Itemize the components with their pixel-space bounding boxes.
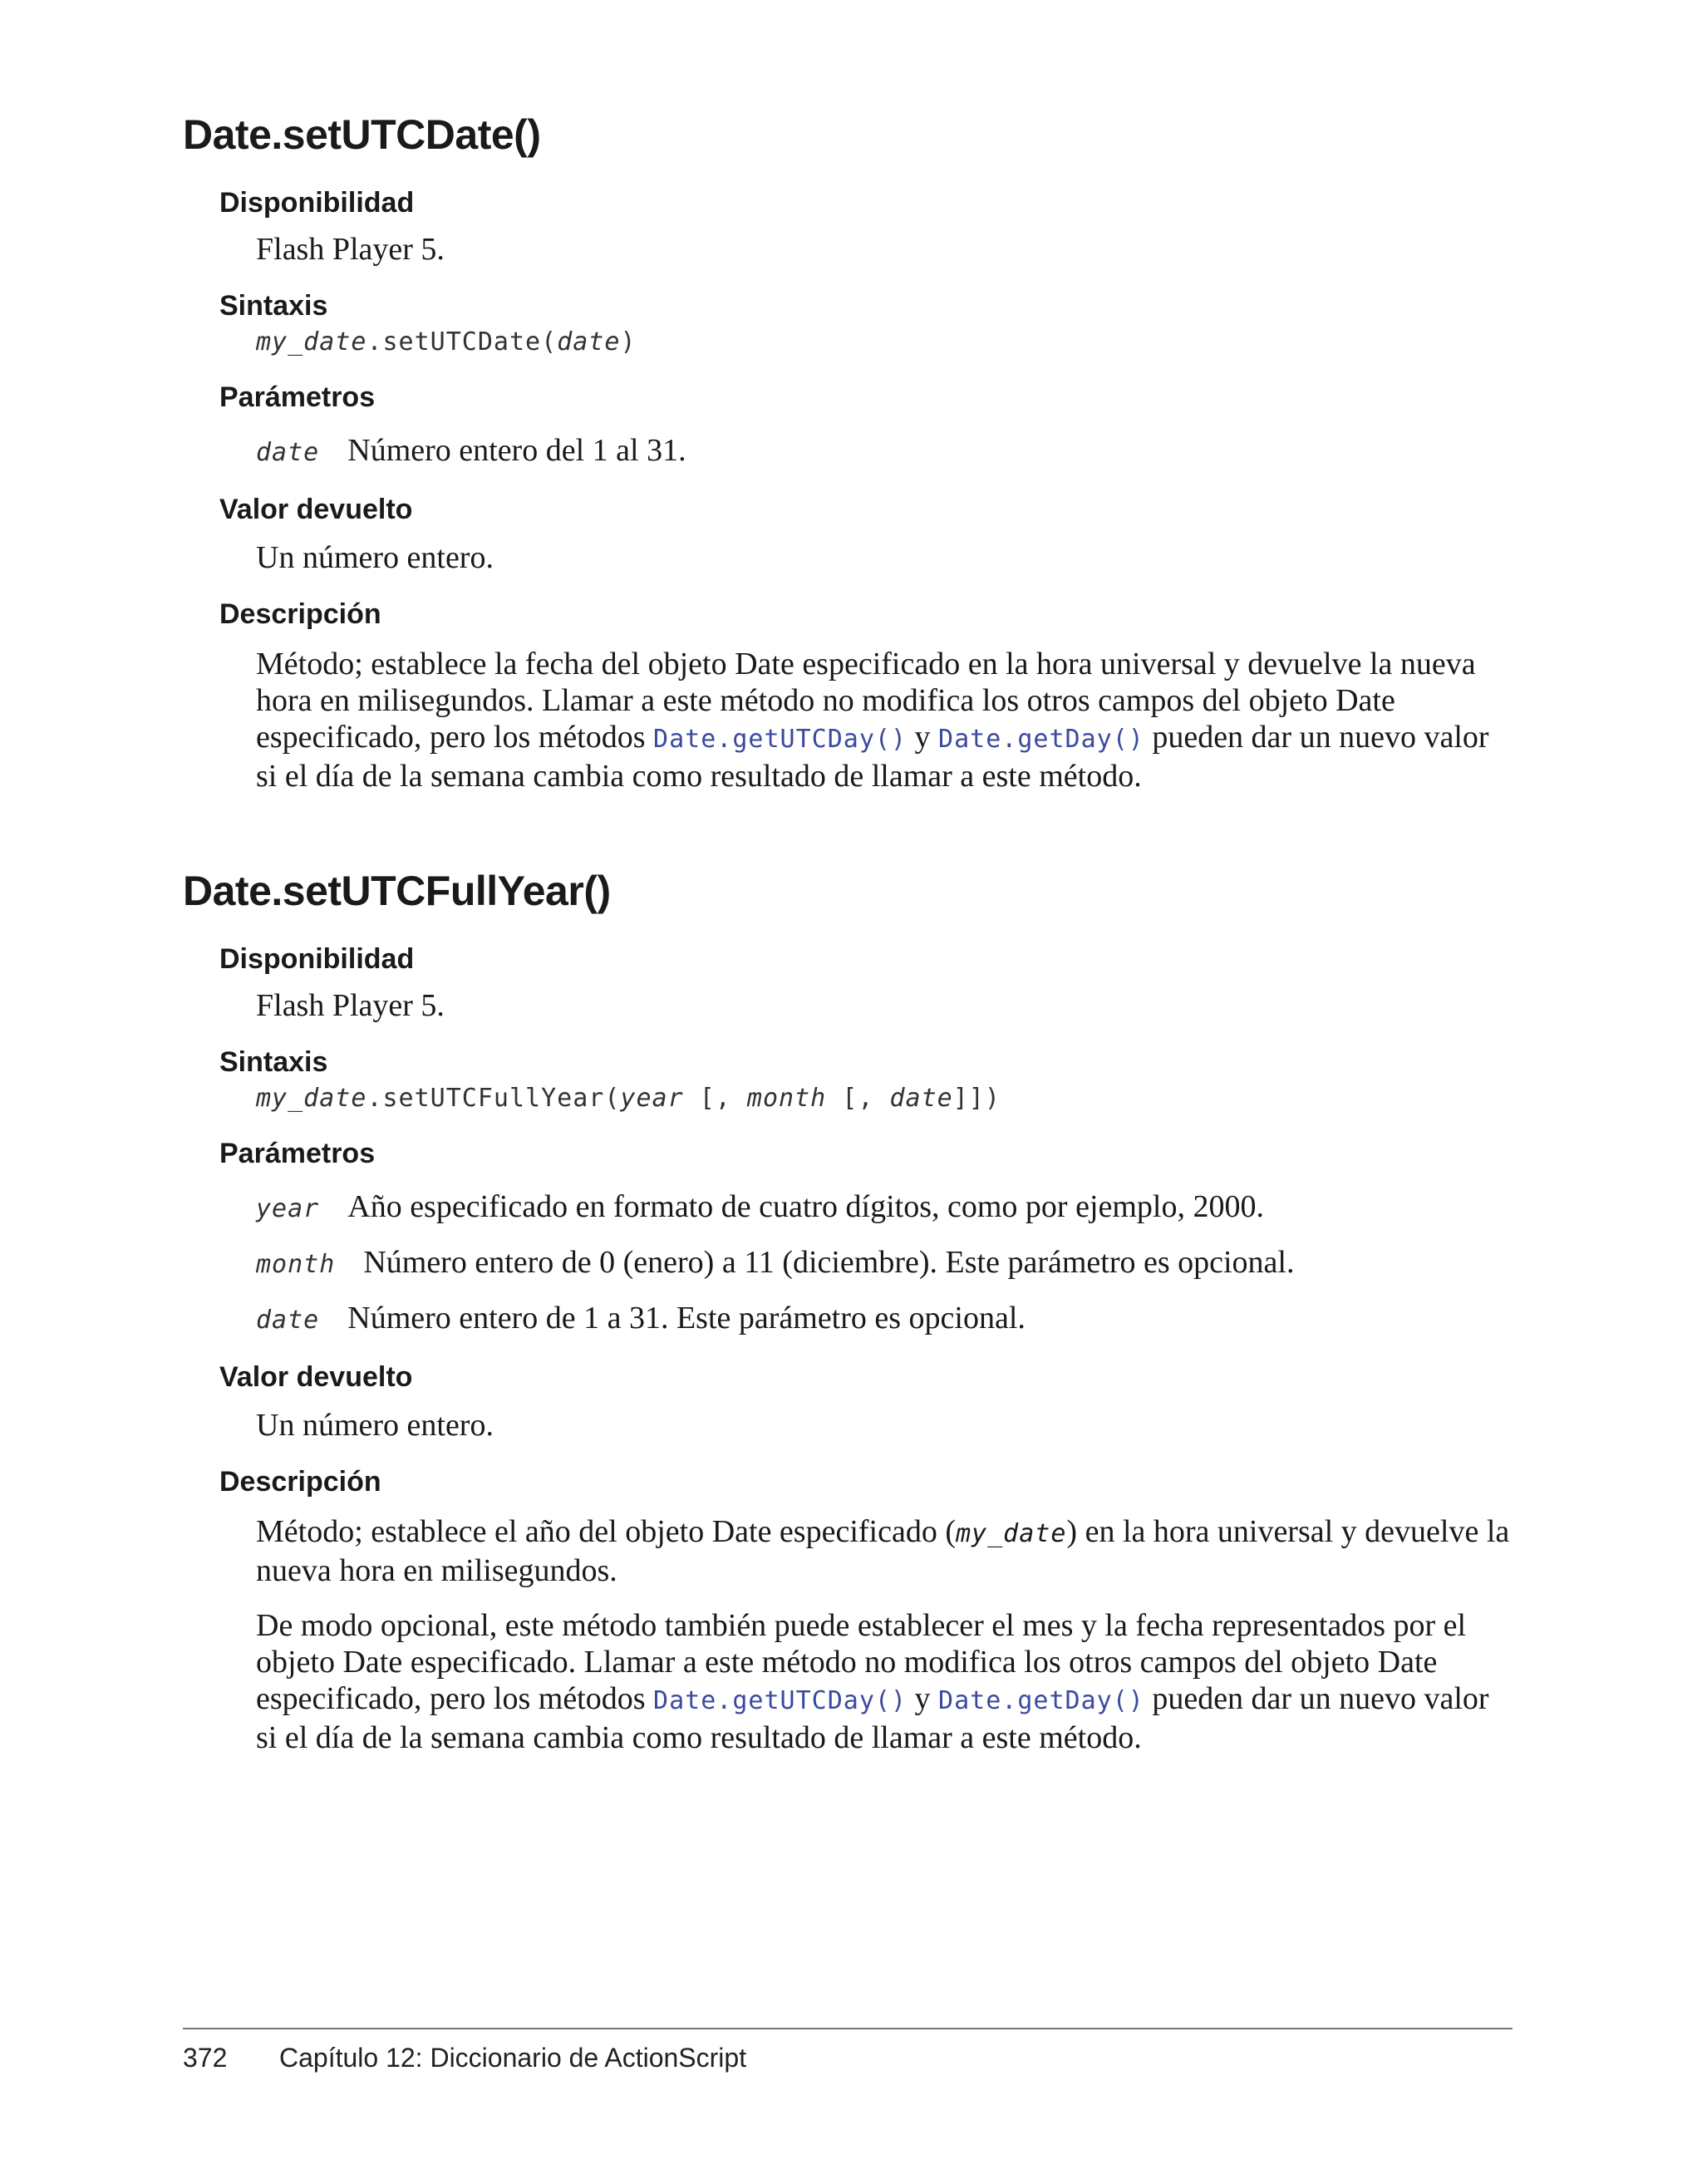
link-getday[interactable]: Date.getDay() (938, 725, 1144, 754)
footer-divider (183, 2028, 1513, 2029)
param-row (183, 432, 1513, 471)
availability-text: Flash Player 5. (256, 988, 445, 1023)
description-paragraph (183, 1513, 1513, 1589)
param-desc: Número entero de 1 a 31. Este parámetro es opcional. (347, 1301, 1026, 1335)
section-setutcdate (183, 100, 1513, 794)
syntax-code: my_date.setUTCFullYear(year [, month [, date]]) (256, 1084, 1001, 1113)
param-name: date (256, 1306, 320, 1335)
availability-heading: Disponibilidad (219, 943, 415, 975)
description-line: Método; establece la fecha del objeto Date especificado en la hora universal y devuelve la nueva (256, 647, 1476, 681)
link-getutcday[interactable]: Date.getUTCDay() (653, 725, 908, 754)
return-text: Un número entero. (256, 1408, 494, 1443)
parameters-heading: Parámetros (219, 1138, 376, 1169)
description-line: nueva hora en milisegundos. (256, 1553, 617, 1588)
description-line: objeto Date especificado. Llamar a este método no modifica los otros campos del objeto Date (256, 1645, 1438, 1680)
description-line: si el día de la semana cambia como resultado de llamar a este método. (256, 759, 1142, 794)
syntax-close: ) (620, 327, 637, 357)
param-desc: Año especificado en formato de cuatro dígitos, como por ejemplo, 2000. (347, 1189, 1264, 1224)
syntax-heading: Sintaxis (219, 290, 328, 322)
description-line: hora en milisegundos. Llamar a este método no modifica los otros campos del objeto Date (256, 683, 1395, 718)
syntax-method: .setUTCDate( (366, 327, 558, 357)
description-line: especificado, pero los métodos Date.getUTCDay() y Date.getDay() pueden dar un nuevo valor (256, 720, 1489, 755)
inline-code: my_date (955, 1519, 1067, 1548)
param-row (183, 1300, 1513, 1339)
syntax-object: my_date (256, 327, 367, 357)
page-footer (183, 2043, 746, 2073)
param-name: year (256, 1194, 320, 1223)
param-desc: Número entero de 0 (enero) a 11 (diciembre). Este parámetro es opcional. (363, 1245, 1295, 1280)
return-text: Un número entero. (256, 540, 494, 575)
description-line: si el día de la semana cambia como resultado de llamar a este método. (256, 1720, 1142, 1755)
description-paragraph (183, 646, 1513, 794)
availability-text: Flash Player 5. (256, 232, 445, 267)
link-getutcday[interactable]: Date.getUTCDay() (653, 1686, 908, 1715)
page-number: 372 (183, 2043, 228, 2073)
return-heading: Valor devuelto (219, 1361, 413, 1393)
param-name: month (256, 1250, 336, 1279)
link-getday[interactable]: Date.getDay() (938, 1686, 1144, 1715)
chapter-title: Capítulo 12: Diccionario de ActionScript (279, 2043, 747, 2073)
param-row (183, 1188, 1513, 1227)
syntax-heading: Sintaxis (219, 1046, 328, 1078)
param-row (183, 1244, 1513, 1283)
description-heading: Descripción (219, 1466, 381, 1498)
param-name: date (256, 438, 320, 467)
section-title: Date.setUTCFullYear() (183, 868, 611, 914)
section-setutcfullyear (183, 856, 1513, 1756)
description-heading: Descripción (219, 598, 381, 630)
description-line: especificado, pero los métodos Date.getUTCDay() y Date.getDay() pueden dar un nuevo valor (256, 1681, 1489, 1716)
availability-heading: Disponibilidad (219, 187, 415, 219)
description-line: Método; establece el año del objeto Date especificado (my_date) en la hora universal y devuelve la (256, 1514, 1510, 1549)
syntax-code (183, 326, 1513, 359)
description-line: De modo opcional, este método también puede establecer el mes y la fecha representados por el (256, 1608, 1467, 1643)
section-title: Date.setUTCDate() (183, 111, 541, 158)
description-paragraph (183, 1607, 1513, 1756)
param-desc: Número entero del 1 al 31. (347, 433, 686, 468)
syntax-arg: date (557, 327, 621, 357)
parameters-heading: Parámetros (219, 381, 376, 413)
return-heading: Valor devuelto (219, 494, 413, 525)
